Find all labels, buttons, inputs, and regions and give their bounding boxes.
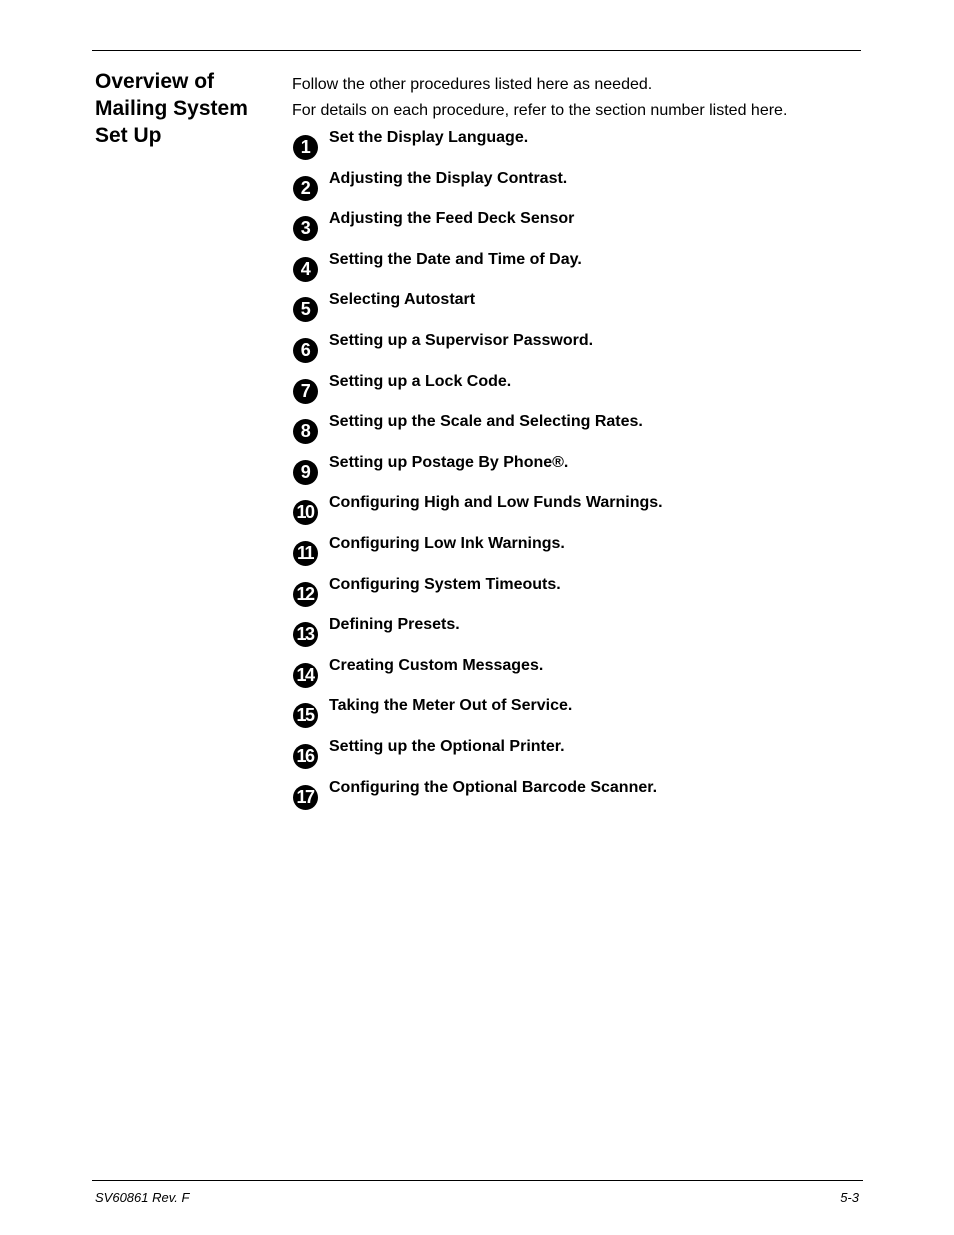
step-label: Selecting Autostart — [329, 291, 476, 309]
intro-line-2: For details on each procedure, refer to the section number listed here. — [292, 102, 788, 119]
step-number-badge: 3 — [293, 216, 318, 241]
step-label: Creating Custom Messages. — [329, 656, 544, 674]
step-number-badge: 11 — [293, 541, 318, 566]
step-number-badge: 5 — [293, 297, 318, 322]
step-label: Set the Display Language. — [329, 129, 529, 146]
step-label: Setting the Date and Time of Day. — [329, 250, 582, 268]
footer-rule — [92, 1180, 863, 1181]
section-title: Overview of Mailing System Set Up — [95, 70, 248, 147]
step-label: Adjusting the Feed Deck Sensor — [329, 210, 575, 228]
step-number-badge: 8 — [293, 419, 318, 444]
step-number-badge: 10 — [293, 500, 318, 525]
step-number-badge: 4 — [293, 257, 318, 282]
step-label: Configuring System Timeouts. — [329, 575, 561, 593]
step-label: Defining Presets. — [329, 616, 460, 634]
step-number-badge: 16 — [293, 744, 318, 769]
intro-text — [292, 72, 852, 124]
step-number-badge: 12 — [293, 582, 318, 607]
step-number-badge: 1 — [293, 135, 318, 160]
step-label: Configuring Low Ink Warnings. — [329, 534, 565, 552]
step-label: Setting up the Scale and Selecting Rates. — [329, 413, 643, 431]
step-label: Adjusting the Display Contrast. — [329, 169, 568, 187]
step-number-badge: 6 — [293, 338, 318, 363]
step-number-badge: 17 — [293, 785, 318, 810]
footer-page-number: 5-3 — [840, 1190, 859, 1205]
step-number-badge: 14 — [293, 663, 318, 688]
step-label: Setting up Postage By Phone®. — [329, 453, 569, 471]
step-number-badge: 2 — [293, 176, 318, 201]
top-rule — [92, 50, 861, 51]
step-label: Setting up a Supervisor Password. — [329, 331, 594, 349]
intro-line-1: Follow the other procedures listed here as needed. — [292, 76, 653, 93]
step-label: Configuring the Optional Barcode Scanner. — [329, 778, 658, 796]
step-label: Setting up the Optional Printer. — [329, 737, 565, 755]
step-number-badge: 13 — [293, 622, 318, 647]
footer-document-id: SV60861 Rev. F — [95, 1190, 190, 1205]
step-label: Setting up a Lock Code. — [329, 372, 512, 390]
step-number-badge: 9 — [293, 460, 318, 485]
step-label: Taking the Meter Out of Service. — [329, 697, 573, 715]
step-number-badge: 15 — [293, 703, 318, 728]
step-label: Configuring High and Low Funds Warnings. — [329, 494, 663, 512]
step-number-badge: 7 — [293, 379, 318, 404]
